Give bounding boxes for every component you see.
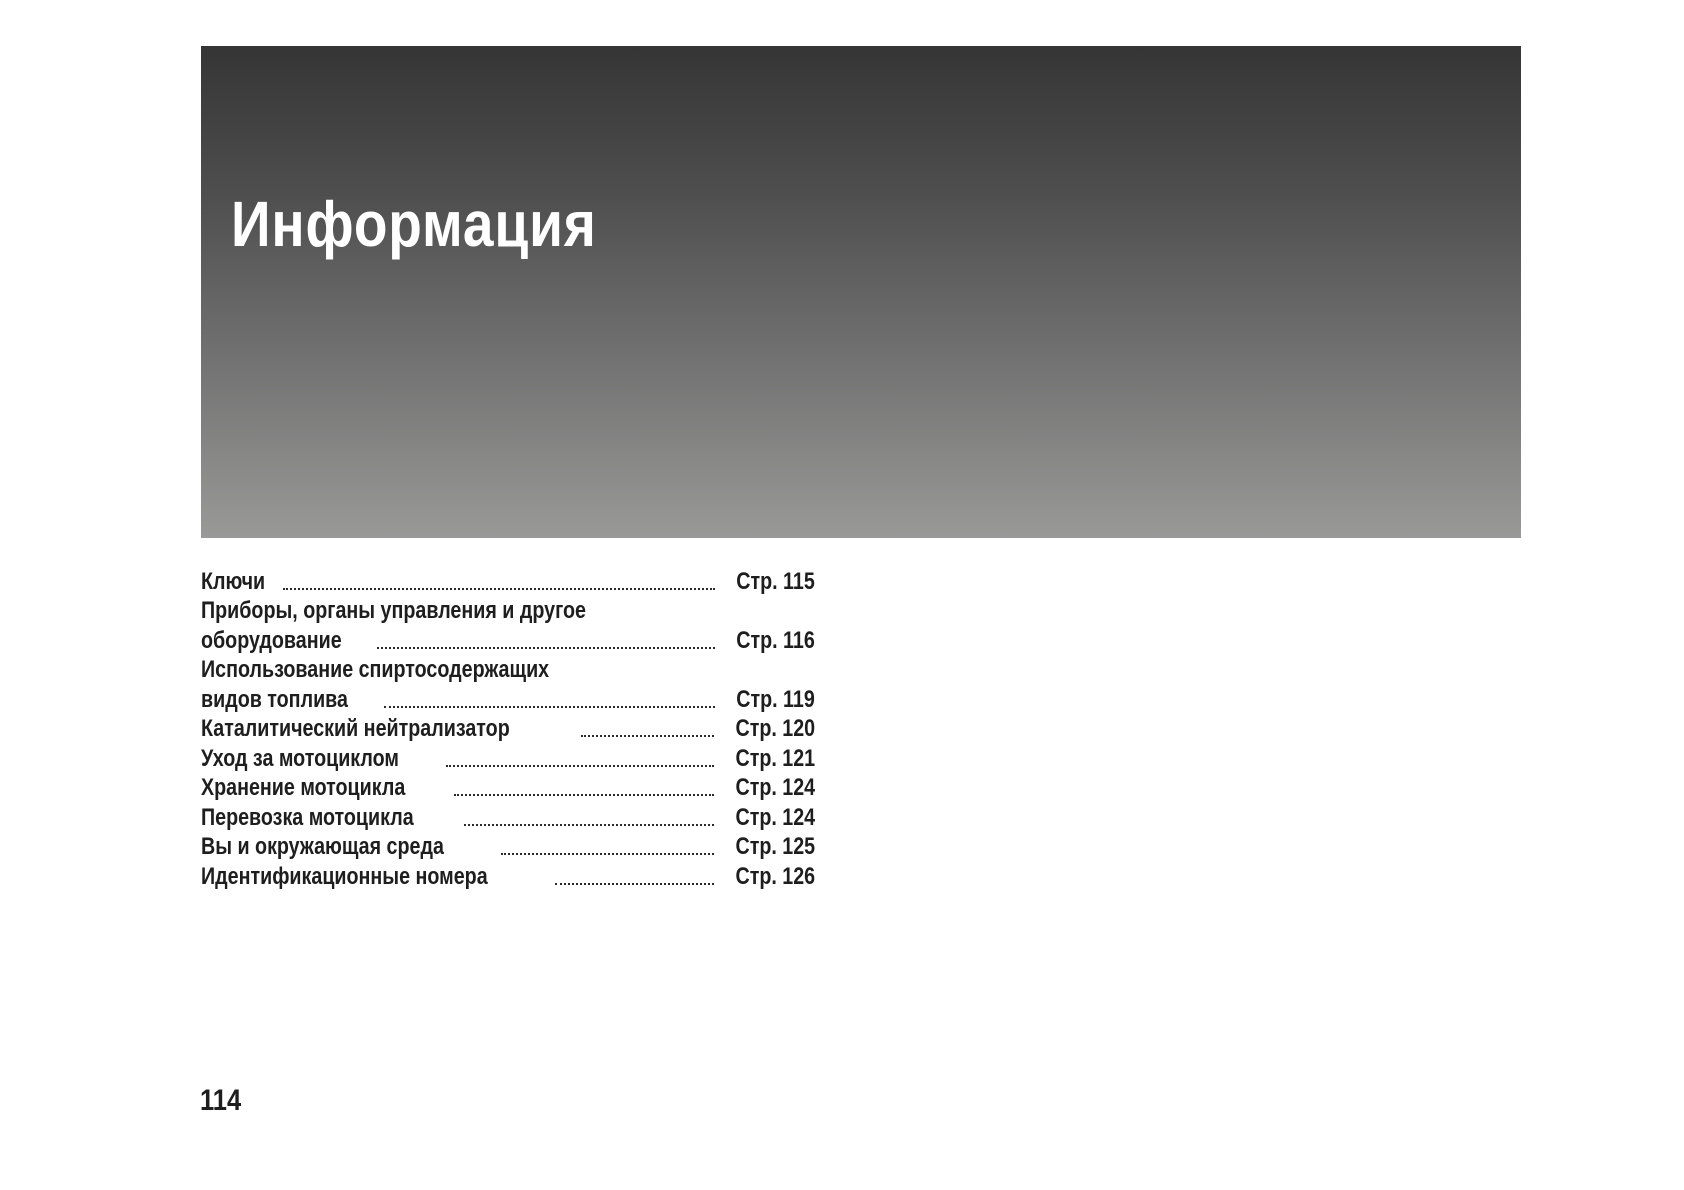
toc-entry-title: Хранение мотоцикла [201, 774, 406, 801]
toc-entry[interactable] [201, 714, 815, 744]
toc-entry[interactable] [201, 684, 815, 714]
dot-leader [446, 765, 713, 767]
toc-entry-title: видов топлива [201, 685, 348, 713]
toc-entry-page: Стр. 116 [736, 626, 815, 654]
toc-entry[interactable] [201, 773, 815, 803]
dot-leader [581, 735, 713, 737]
toc-entry-page: Стр. 115 [736, 567, 815, 595]
section-banner [201, 46, 1521, 538]
toc-entry[interactable] [201, 743, 815, 773]
toc-entry-title: Ключи [201, 567, 266, 595]
toc-entry-page: Стр. 120 [735, 715, 815, 742]
toc-entry-page: Стр. 124 [735, 803, 815, 831]
dot-leader [377, 647, 716, 649]
dot-leader [501, 853, 714, 855]
toc-entry-title: Приборы, органы управления и другое [201, 597, 586, 624]
toc-entry-title: Уход за мотоциклом [201, 744, 399, 772]
page-number: 114 [200, 1084, 242, 1117]
table-of-contents [201, 566, 815, 891]
toc-entry-title: оборудование [201, 626, 342, 654]
toc-entry-page: Стр. 126 [735, 862, 815, 890]
toc-entry-page: Стр. 119 [736, 685, 815, 713]
toc-entry-title: Идентификационные номера [201, 862, 488, 890]
toc-entry[interactable] [201, 861, 815, 891]
dot-leader [464, 824, 714, 826]
toc-entry-title: Использование спиртосодержащих [201, 656, 550, 683]
toc-entry[interactable] [201, 625, 815, 655]
toc-entry[interactable] [201, 802, 815, 832]
toc-entry-page: Стр. 124 [735, 774, 815, 801]
toc-entry[interactable] [201, 566, 815, 596]
toc-entry-continued[interactable] [201, 655, 815, 685]
toc-entry[interactable] [201, 832, 815, 862]
toc-entry-page: Стр. 121 [735, 744, 815, 772]
dot-leader [283, 588, 715, 590]
toc-entry-title: Вы и окружающая среда [201, 833, 444, 860]
dot-leader [454, 794, 714, 796]
section-title: Информация [231, 188, 597, 260]
dot-leader [384, 706, 715, 708]
toc-entry-title: Каталитический нейтрализатор [201, 715, 510, 742]
toc-entry-continued[interactable] [201, 596, 815, 626]
dot-leader [555, 883, 714, 885]
toc-entry-page: Стр. 125 [735, 833, 815, 860]
toc-entry-title: Перевозка мотоцикла [201, 803, 414, 831]
